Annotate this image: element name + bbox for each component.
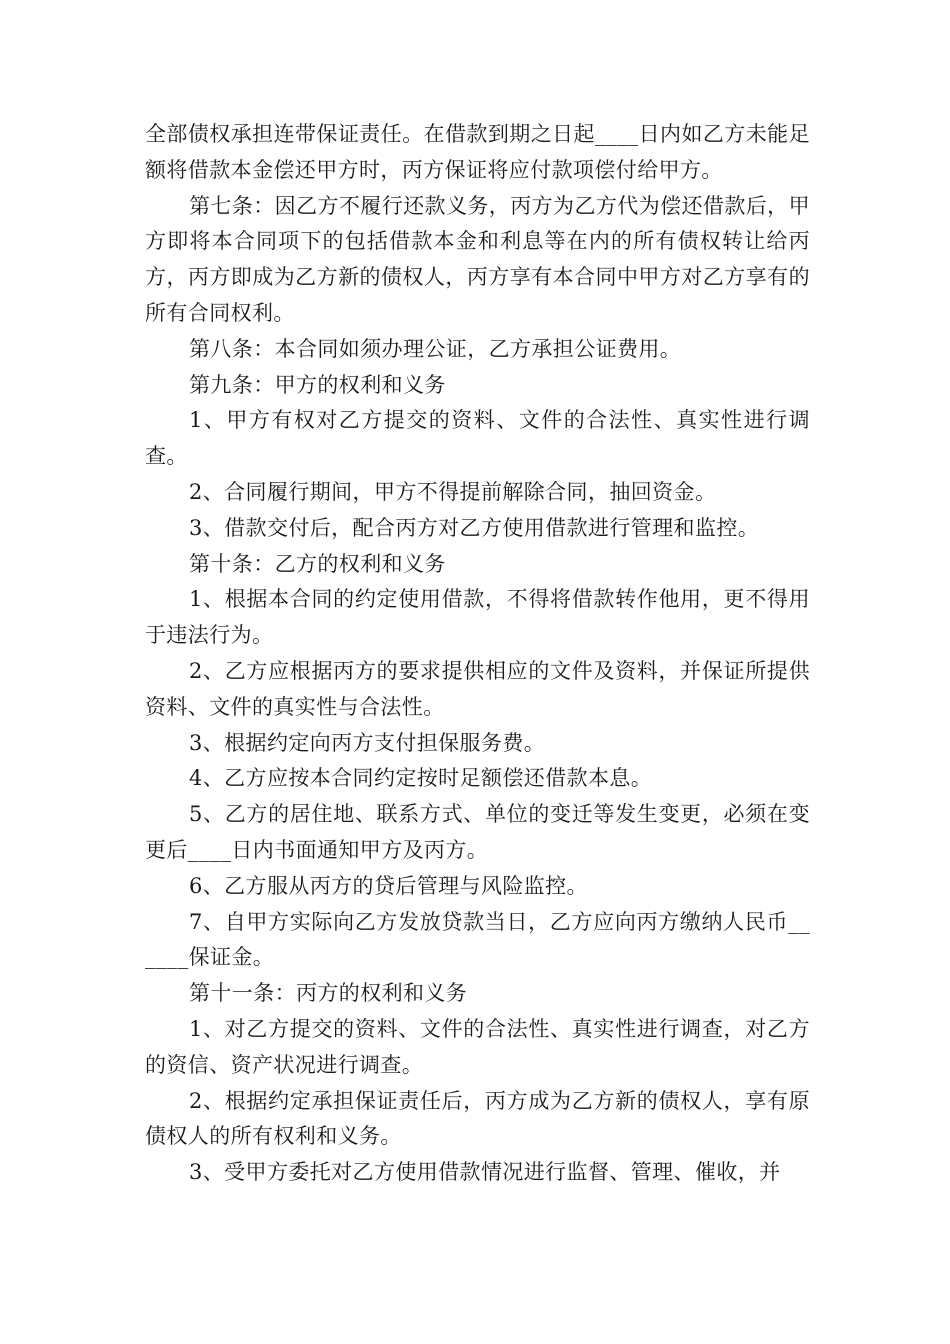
list-item: 4、乙方应按本合同约定按时足额偿还借款本息。 — [189, 766, 653, 791]
list-item: 1、对乙方提交的资料、文件的合法性、真实性进行调查，对乙方的资信、资产状况进行调查。 — [145, 1016, 810, 1077]
list-item: 3、受甲方委托对乙方使用借款情况进行监督、管理、催收，并 — [189, 1160, 781, 1185]
list-item: 7、自甲方实际向乙方发放贷款当日，乙方应向丙方缴纳人民币______保证金。 — [145, 909, 810, 970]
list-item: 2、合同履行期间，甲方不得提前解除合同，抽回资金。 — [189, 479, 717, 504]
list-item: 1、甲方有权对乙方提交的资料、文件的合法性、真实性进行调查。 — [145, 408, 810, 469]
list-item: 6、乙方服从丙方的贷后管理与风险监控。 — [189, 873, 588, 898]
paragraph: 第八条：本合同如须办理公证，乙方承担公证费用。 — [189, 336, 682, 361]
document-body — [145, 117, 810, 1191]
list-item: 3、根据约定向丙方支付担保服务费。 — [189, 730, 546, 755]
list-item: 1、根据本合同的约定使用借款，不得将借款转作他用，更不得用于违法行为。 — [145, 587, 810, 648]
section-heading: 第十条：乙方的权利和义务 — [189, 551, 446, 576]
paragraph: 全部债权承担连带保证责任。在借款到期之日起____日内如乙方未能足额将借款本金偿还甲方时，丙方保证将应付款项偿付给甲方。 — [145, 122, 810, 182]
section-heading: 第九条：甲方的权利和义务 — [189, 372, 446, 397]
list-item: 2、乙方应根据丙方的要求提供相应的文件及资料，并保证所提供资料、文件的真实性与合法性。 — [145, 658, 810, 719]
paragraph: 第七条：因乙方不履行还款义务，丙方为乙方代为偿还借款后，甲方即将本合同项下的包括借款本金和利息等在内的所有债权转让给丙方，丙方即成为乙方新的债权人，丙方享有本合同中甲方对乙方享有的所有合同权利。 — [145, 193, 810, 325]
list-item: 5、乙方的居住地、联系方式、单位的变迁等发生变更，必须在变更后____日内书面通知甲方及丙方。 — [145, 802, 810, 862]
section-heading: 第十一条：丙方的权利和义务 — [189, 981, 468, 1006]
list-item: 3、借款交付后，配合丙方对乙方使用借款进行管理和监控。 — [189, 515, 760, 540]
list-item: 2、根据约定承担保证责任后，丙方成为乙方新的债权人，享有原债权人的所有权利和义务。 — [145, 1088, 810, 1149]
